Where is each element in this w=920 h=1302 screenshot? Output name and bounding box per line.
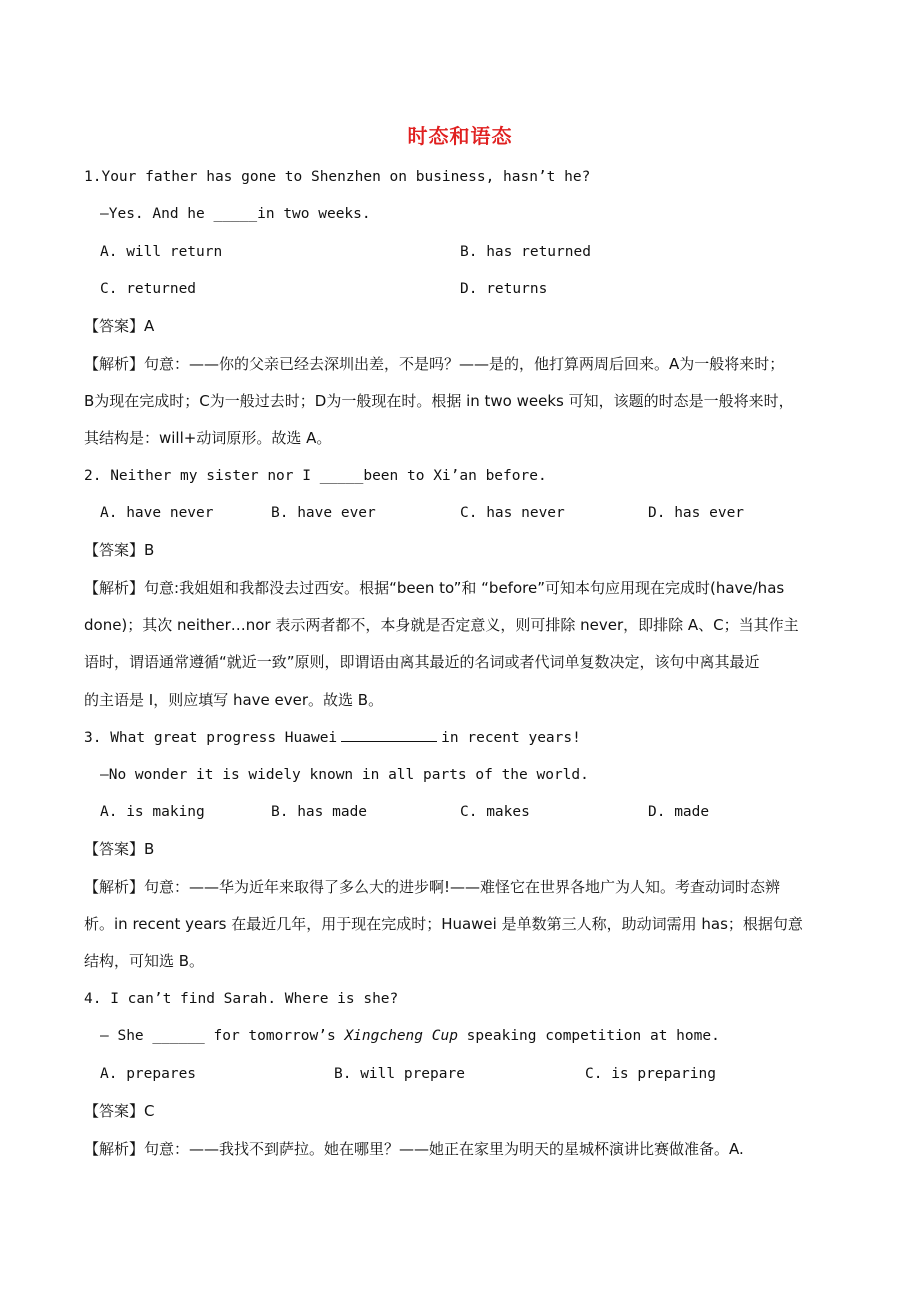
analysis-text: 句意:我姐姐和我都没去过西安。根据“been to”和 “before”可知本句应用现在完成时(have/has [144, 579, 785, 597]
analysis-text: 句意：——华为近年来取得了多么大的进步啊!——难怪它在世界各地广为人知。考查动词时态辨 [144, 878, 781, 896]
page-title: 时态和语态 [407, 124, 513, 148]
question-1-option-b: B. has returned [460, 244, 591, 260]
question-2-option-d: D. has ever [648, 505, 745, 521]
answer-label: 【答案】 [84, 541, 145, 559]
answer-label: 【答案】 [84, 1102, 145, 1120]
answer-blank [341, 727, 437, 742]
answer-label: 【答案】 [84, 840, 145, 858]
analysis-label: 【解析】 [84, 355, 145, 373]
answer-value: C [144, 1102, 155, 1120]
answer-label: 【答案】 [84, 317, 145, 335]
question-3-answer [84, 838, 154, 860]
question-1-analysis-line-2: B为现在完成时；C为一般过去时；D为一般现在时。根据 in two weeks 可知，该题的时态是一般将来时， [84, 392, 794, 410]
analysis-text: 句意：——我找不到萨拉。她在哪里？——她正在家里为明天的星城杯演讲比赛做准备。A. [144, 1140, 744, 1158]
question-3-analysis-line-2: 析。in recent years 在最近几年，用于现在完成时；Huawei 是单数第三人称，助动词需用 has；根据句意 [84, 915, 803, 933]
question-2-option-c: C. has never [460, 505, 565, 521]
question-1-option-d: D. returns [460, 281, 548, 297]
question-4-option-b: B. will prepare [334, 1066, 465, 1082]
question-2-option-a: A. have never [100, 505, 214, 521]
question-3-option-c: C. makes [460, 804, 530, 820]
question-4-stem: 4. I can’t find Sarah. Where is she? [84, 991, 399, 1007]
question-2-analysis-line-4: 的主语是 I，则应填写 have ever。故选 B。 [84, 691, 384, 709]
question-1-option-c: C. returned [100, 281, 197, 297]
stem-after: in recent years! [441, 730, 581, 746]
question-3-option-a: A. is making [100, 804, 205, 820]
question-3-analysis-line-1 [84, 876, 780, 898]
question-1-analysis-line-3: 其结构是：will+动词原形。故选 A。 [84, 429, 332, 447]
analysis-label: 【解析】 [84, 878, 145, 896]
question-1-answer [84, 315, 154, 337]
reply-before: — She ______ for tomorrow’s [100, 1028, 336, 1044]
stem-before: 3. What great progress Huawei [84, 730, 338, 746]
answer-value: B [144, 840, 155, 858]
question-1-stem: 1.Your father has gone to Shenzhen on business, hasn’t he? [84, 169, 591, 185]
question-3-stem [84, 727, 581, 749]
question-4-option-a: A. prepares [100, 1066, 197, 1082]
question-1-reply: —Yes. And he _____in two weeks. [100, 206, 371, 222]
question-1-analysis-line-1 [84, 353, 784, 375]
analysis-label: 【解析】 [84, 1140, 145, 1158]
question-3-reply: —No wonder it is widely known in all parts of the world. [100, 767, 589, 783]
question-3-option-b: B. has made [271, 804, 368, 820]
question-2-answer [84, 539, 154, 561]
question-3-option-d: D. made [648, 804, 710, 820]
question-4-reply [100, 1025, 720, 1047]
question-3-analysis-line-3: 结构，可知选 B。 [84, 952, 205, 970]
question-4-answer [84, 1100, 155, 1122]
question-4-option-c: C. is preparing [585, 1066, 716, 1082]
answer-value: A [144, 317, 155, 335]
reply-after: speaking competition at home. [466, 1028, 720, 1044]
question-2-analysis-line-1 [84, 577, 784, 599]
question-1-option-a: A. will return [100, 244, 223, 260]
question-2-option-b: B. have ever [271, 505, 376, 521]
analysis-text: 句意：——你的父亲已经去深圳出差，不是吗？——是的，他打算两周后回来。A为一般将来时； [144, 355, 785, 373]
question-2-analysis-line-2: done)；其次 neither…nor 表示两者都不，本身就是否定意义，则可排除 never，即排除 A、C；当其作主 [84, 616, 799, 634]
question-2-stem: 2. Neither my sister nor I _____been to Xi’an before. [84, 468, 547, 484]
answer-value: B [144, 541, 155, 559]
reply-italic: Xingcheng Cup [344, 1028, 458, 1044]
question-4-analysis-line-1 [84, 1138, 744, 1160]
analysis-label: 【解析】 [84, 579, 145, 597]
question-2-analysis-line-3: 语时，谓语通常遵循“就近一致”原则，即谓语由离其最近的名词或者代词单复数决定，该句中离其最近 [84, 653, 760, 671]
